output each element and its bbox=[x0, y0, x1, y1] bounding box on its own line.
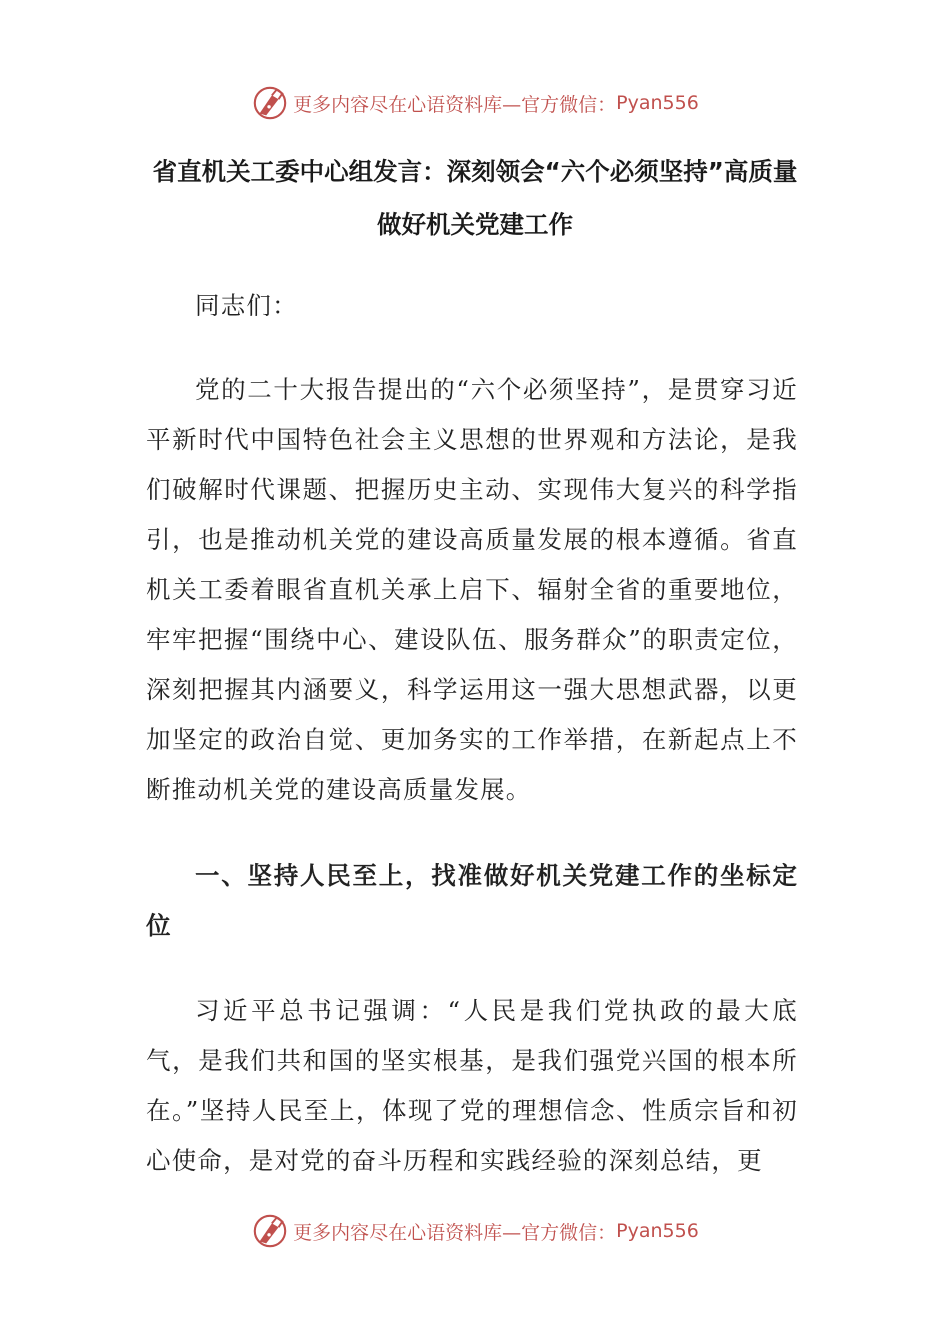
watermark-banner-bottom bbox=[0, 1211, 950, 1251]
document-title: 省直机关工委中心组发言：深刻领会“六个必须坚持”高质量做好机关党建工作 bbox=[152, 157, 798, 239]
watermark-text: 更多内容尽在心语资料库—官方微信： bbox=[293, 1221, 617, 1244]
greeting: 同志们： bbox=[195, 291, 298, 320]
paragraph-2: 习近平总书记强调：“人民是我们党执政的最大底气，是我们共和国的坚实根基，是我们强党兴国的根本所在。”坚持人民至上，体现了党的理想信念、性质宗旨和初心使命，是对党的奋斗历程和实践经验的深刻总结，更 bbox=[146, 996, 798, 1175]
watermark-contact: Pyan556 bbox=[616, 92, 699, 114]
pen-nib-icon bbox=[251, 1212, 289, 1250]
paragraph-1: 党的二十大报告提出的“六个必须坚持”，是贯穿习近平新时代中国特色社会主义思想的世界观和方法论，是我们破解时代课题、把握历史主动、实现伟大复兴的科学指引，也是推动机关党的建设高质量发展的根本遵循。省直机关工委着眼省直机关承上启下、辐射全省的重要地位，牢牢把握“围绕中心、建设队伍、服务群众”的职责定位，深刻把握其内涵要义，科学运用这一强大思想武器，以更加坚定的政治自觉、更加务实的工作举措，在新起点上不断推动机关党的建设高质量发展。 bbox=[146, 375, 798, 804]
section-1-heading: 一、坚持人民至上，找准做好机关党建工作的坐标定位 bbox=[146, 861, 798, 940]
watermark-banner-top bbox=[0, 83, 950, 123]
watermark-text: 更多内容尽在心语资料库—官方微信： bbox=[293, 93, 617, 116]
pen-nib-icon bbox=[251, 84, 289, 122]
watermark-contact: Pyan556 bbox=[616, 1220, 699, 1242]
